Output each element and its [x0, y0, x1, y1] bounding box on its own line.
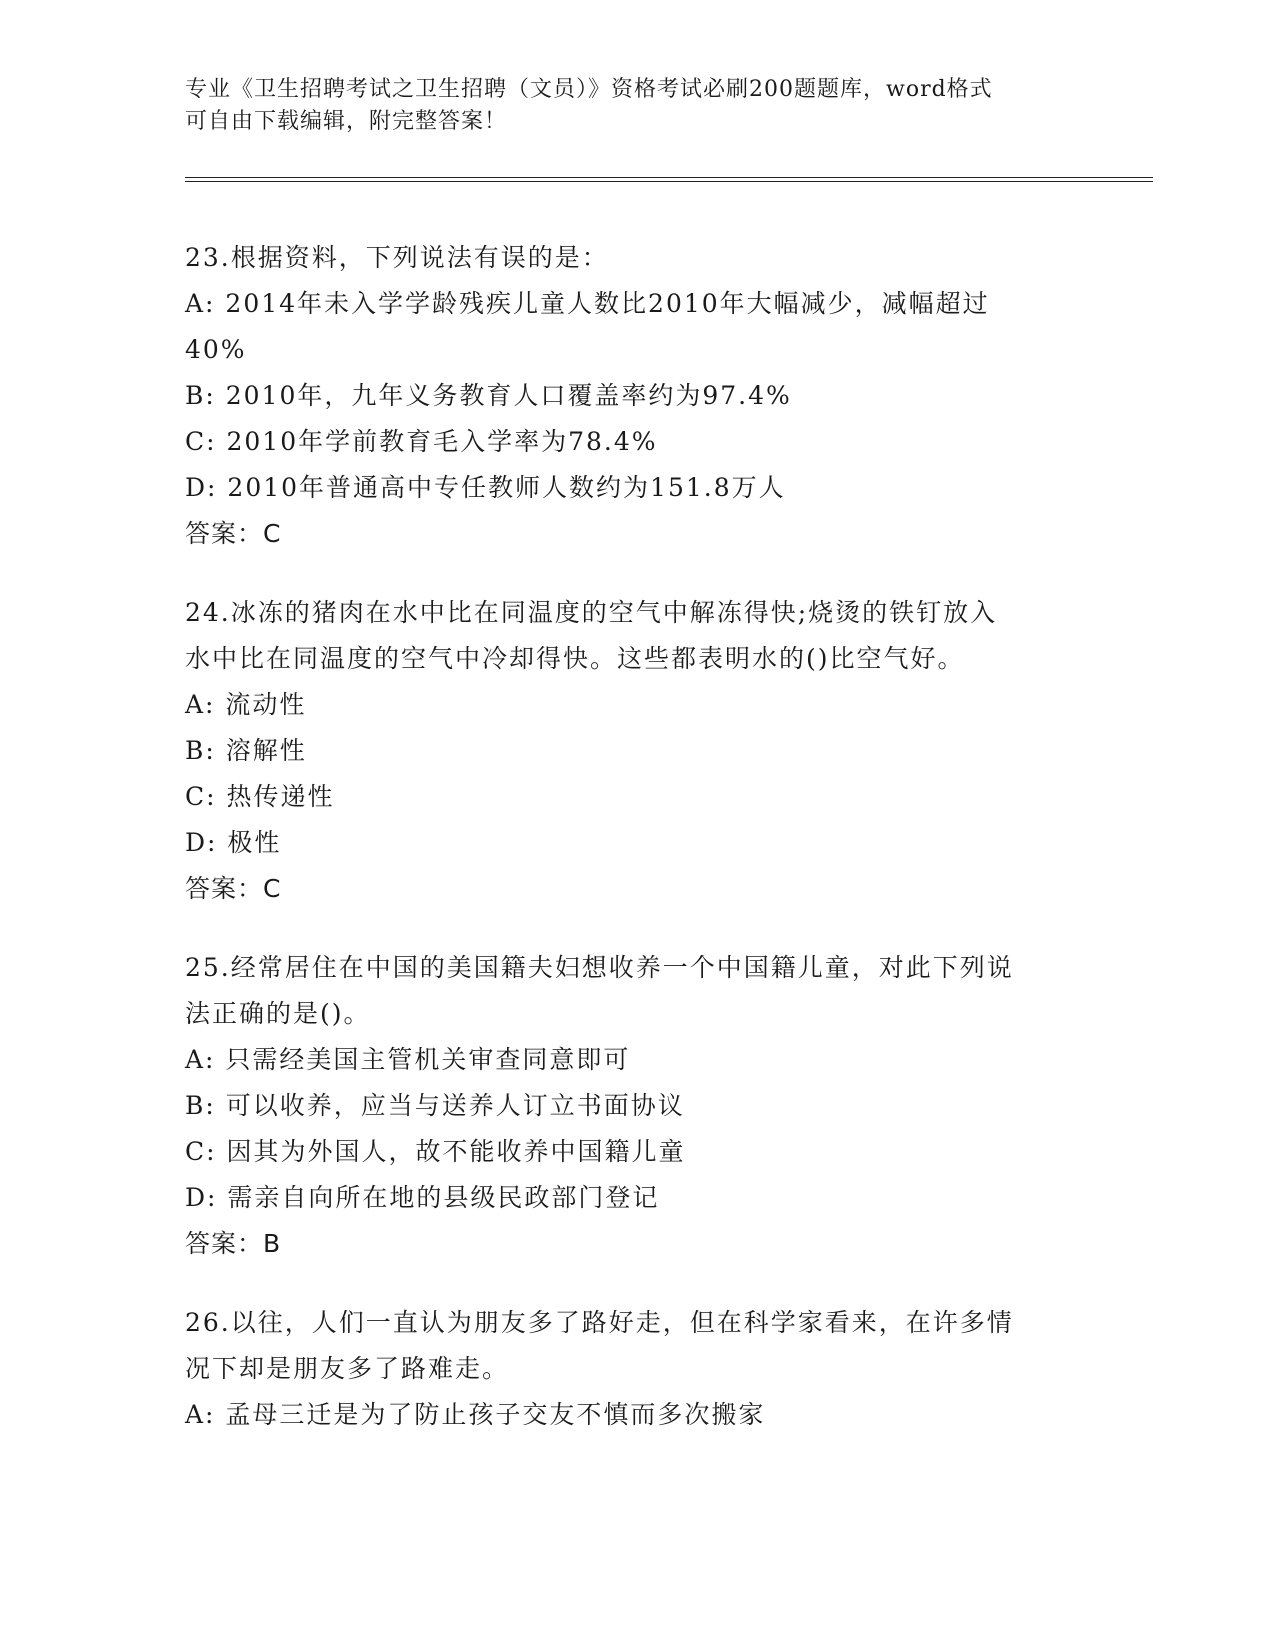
question-stem-continued: 法正确的是()。 [185, 999, 371, 1028]
option-d: D: 需亲自向所在地的县级民政部门登记 [185, 1183, 660, 1212]
option-a: A: 孟母三迁是为了防止孩子交友不慎而多次搬家 [185, 1400, 766, 1429]
question-24 [185, 590, 1065, 912]
option-b: B: 可以收养，应当与送养人订立书面协议 [185, 1091, 685, 1120]
option-c: C: 热传递性 [185, 782, 335, 811]
option-d: D: 2010年普通高中专任教师人数约为151.8万人 [185, 473, 786, 502]
question-stem: 23.根据资料，下列说法有误的是： [185, 243, 609, 272]
option-c: C: 2010年学前教育毛入学率为78.4% [185, 427, 658, 456]
option-b: B: 2010年，九年义务教育人口覆盖率约为97.4% [185, 381, 792, 410]
header-line-2: 可自由下载编辑，附完整答案！ [185, 109, 508, 134]
option-a: A: 只需经美国主管机关审查同意即可 [185, 1045, 631, 1074]
question-stem-continued: 水中比在同温度的空气中冷却得快。这些都表明水的()比空气好。 [185, 644, 965, 673]
header-line-1: 专业《卫生招聘考试之卫生招聘（文员）》资格考试必刷200题题库，word格式 [185, 77, 993, 102]
question-stem-continued: 况下却是朋友多了路难走。 [185, 1354, 510, 1383]
header-divider [185, 177, 1153, 182]
answer: 答案：B [185, 1229, 282, 1258]
question-stem: 24.冰冻的猪肉在水中比在同温度的空气中解冻得快;烧烫的铁钉放入 [185, 598, 998, 627]
option-c: C: 因其为外国人，故不能收养中国籍儿童 [185, 1137, 686, 1166]
question-stem: 25.经常居住在中国的美国籍夫妇想收养一个中国籍儿童，对此下列说 [185, 953, 1014, 982]
option-b: B: 溶解性 [185, 736, 307, 765]
answer: 答案：C [185, 874, 282, 903]
option-d: D: 极性 [185, 828, 282, 857]
question-25 [185, 945, 1065, 1267]
question-stem: 26.以往，人们一直认为朋友多了路好走，但在科学家看来，在许多情 [185, 1308, 1014, 1337]
option-a-continued: 40% [185, 335, 247, 364]
question-list [185, 235, 1065, 1471]
question-23 [185, 235, 1065, 557]
answer: 答案：C [185, 519, 282, 548]
document-header [185, 74, 1065, 138]
option-a: A: 流动性 [185, 690, 307, 719]
question-26 [185, 1300, 1065, 1438]
option-a: A: 2014年未入学学龄残疾儿童人数比2010年大幅减少，减幅超过 [185, 289, 990, 318]
